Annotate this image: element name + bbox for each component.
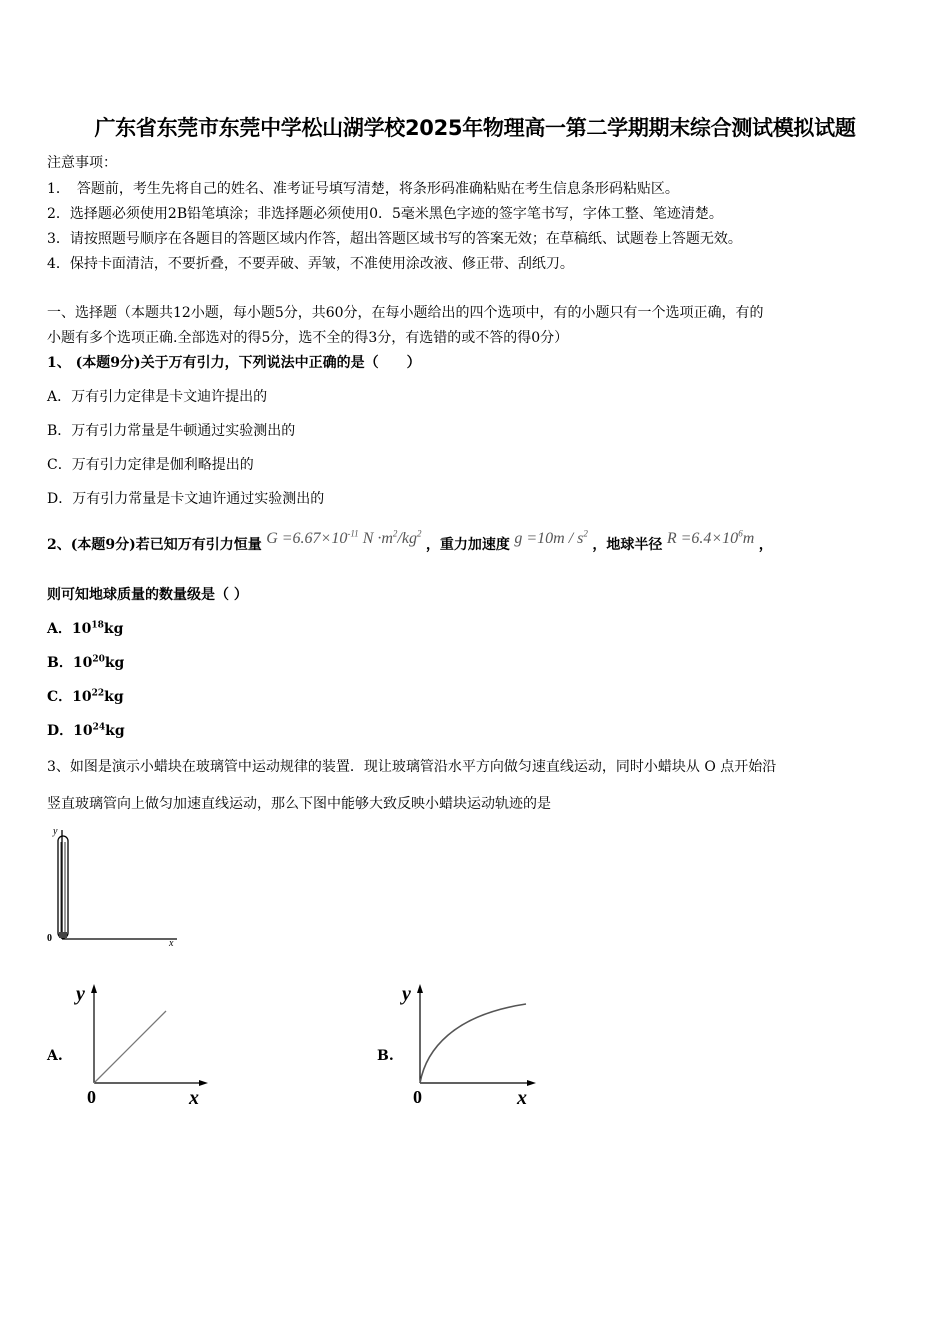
straight-line-trajectory	[94, 1011, 166, 1083]
option-a-y-label: y	[76, 983, 85, 1005]
question-1-option-b: B．万有引力常量是牛顿通过实验测出的	[47, 423, 296, 439]
option-a-origin-label: 0	[87, 1087, 96, 1107]
notice-item-3: 3．请按照题号顺序在各题目的答题区域内作答，超出答题区域书写的答案无效；在草稿纸、试题卷上答题无效。	[47, 231, 742, 247]
option-b-x-label: x	[517, 1087, 527, 1109]
glass-tube-apparatus-figure	[42, 822, 192, 952]
notice-item-1: 1． 答题前，考生先将自己的姓名、准考证号填写清楚，将条形码准确粘贴在考生信息条形码粘贴区。	[47, 181, 679, 197]
question-1-option-d: D．万有引力常量是卡文迪许通过实验测出的	[47, 491, 325, 507]
question-3-line-2: 竖直玻璃管向上做匀加速直线运动，那么下图中能够大致反映小蜡块运动轨迹的是	[47, 796, 551, 812]
question-1-option-c: C．万有引力定律是伽利略提出的	[47, 457, 254, 473]
notice-heading: 注意事项：	[47, 155, 117, 171]
question-3-option-b-label: B.	[377, 1048, 394, 1064]
question-2-option-b: B．$10^{20}kg$	[47, 654, 125, 671]
figure-y-label: y	[53, 826, 58, 837]
question-3-option-a-label: A.	[47, 1048, 63, 1064]
question-1-option-a: A．万有引力定律是卡文迪许提出的	[47, 389, 268, 405]
section-heading-line-2: 小题有多个选项正确.全部选对的得5分，选不全的得3分，有选错的或不答的得0分）	[47, 330, 569, 346]
question-2-option-c: C．$10^{22}kg$	[47, 688, 124, 705]
section-heading-line-1: 一、选择题（本题共12小题，每小题5分，共60分，在每小题给出的四个选项中，有的小题只有一个选项正确，有的	[47, 305, 764, 321]
curved-trajectory	[420, 1004, 526, 1083]
question-2-stem-2: 则可知地球质量的数量级是（ ）	[47, 587, 248, 603]
question-3-line-1: 3、如图是演示小蜡块在玻璃管中运动规律的装置．现让玻璃管沿水平方向做匀速直线运动，同时小蜡块从 O 点开始沿	[47, 759, 777, 775]
gravitational-constant-formula: $G =6.67\times 10^{-11}$ $N \cdot m^2/kg^2$	[266, 528, 422, 547]
question-2-stem-text-c: ，地球半径	[592, 537, 663, 553]
question-2-stem-text-b: ，重力加速度	[425, 537, 510, 553]
option-b-y-label: y	[402, 983, 411, 1005]
option-a-graph	[72, 980, 212, 1110]
earth-radius-formula: $R =6.4\times 10^6m$	[666, 528, 755, 547]
option-a-x-label: x	[189, 1087, 199, 1109]
glass-tube	[58, 836, 68, 938]
notice-item-4: 4．保持卡面清洁，不要折叠，不要弄破、弄皱，不准使用涂改液、修正带、刮纸刀。	[47, 256, 574, 272]
figure-x-label: x	[169, 938, 174, 949]
wax-block	[59, 932, 67, 938]
question-2-stem	[47, 528, 773, 554]
figure-origin-label: 0	[47, 933, 52, 944]
question-2-stem-text-d: ，	[758, 537, 773, 553]
option-b-graph	[398, 980, 543, 1110]
gravity-acceleration-formula: $g =10m / s^2$	[514, 528, 588, 547]
question-2-option-a: A．$10^{18}kg$	[47, 620, 124, 637]
option-b-origin-label: 0	[413, 1087, 422, 1107]
question-2-option-d: D．$10^{24}kg$	[47, 722, 125, 739]
question-2-stem-text-a: 2、(本题9分)若已知万有引力恒量	[47, 537, 262, 553]
notice-item-2: 2．选择题必须使用2B铅笔填涂；非选择题必须使用0．5毫米黑色字迹的签字笔书写，字体工整、笔迹清楚。	[47, 206, 723, 222]
page-title: 广东省东莞市东莞中学松山湖学校2025年物理高一第二学期期末综合测试模拟试题	[94, 116, 856, 140]
question-1-stem: 1、 (本题9分)关于万有引力，下列说法中正确的是（ ）	[47, 355, 421, 371]
